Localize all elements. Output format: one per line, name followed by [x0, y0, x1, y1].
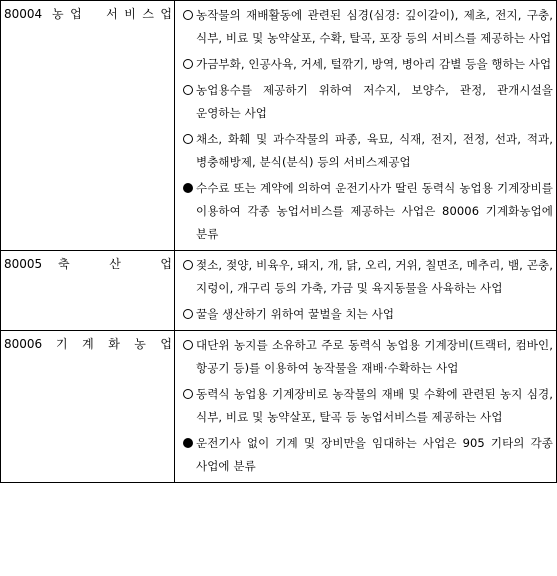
list-item: 운전기사 없이 기계 및 장비만을 임대하는 사업은 905 기타의 각종 사업에 분류 — [179, 432, 553, 478]
table-row — [1, 331, 557, 483]
industry-code: 80004 — [4, 7, 43, 21]
table-row — [1, 1, 557, 251]
list-item: 수수료 또는 계약에 의하여 운전기사가 딸린 동력식 농업용 기계장비를 이용하여 각종 농업서비스를 제공하는 사업은 80006 기계화농업에 분류 — [179, 177, 553, 246]
table-row — [1, 251, 557, 331]
industry-name: 농 업 서 비 스 업 — [52, 7, 172, 21]
list-item: 동력식 농업용 기계장비로 농작물의 재배 및 수확에 관련된 농지 심경, 식부, 비료 및 농약살포, 탈곡 등 농업서비스를 제공하는 사업 — [179, 383, 553, 429]
open-circle-icon — [179, 53, 196, 69]
list-item: 꿀을 생산하기 위하여 꿀벌을 치는 사업 — [179, 303, 553, 326]
list-item: 젖소, 젖양, 비육우, 돼지, 개, 닭, 오리, 거위, 칠면조, 메추리, 뱀, 곤충, 지렁이, 개구리 등의 가축, 가금 및 육지동물을 사육하는 사업 — [179, 254, 553, 300]
list-item: 대단위 농지를 소유하고 주로 동력식 농업용 기계장비(트랙터, 컴바인, 항공기 등)를 이용하여 농작물을 재배·수확하는 사업 — [179, 334, 553, 380]
code-cell — [1, 331, 175, 483]
industry-code: 80006 — [4, 337, 43, 351]
description-cell — [175, 1, 557, 251]
open-circle-icon — [179, 334, 196, 350]
code-cell — [1, 251, 175, 331]
open-circle-icon — [179, 128, 196, 144]
open-circle-icon — [179, 4, 196, 20]
industry-name: 축 산 업 — [58, 257, 172, 271]
filled-circle-icon — [179, 177, 196, 193]
list-item: 농작물의 재배활동에 관련된 심경(심경: 깊이갈이), 제초, 전지, 구충, 식부, 비료 및 농약살포, 수확, 탈곡, 포장 등의 서비스를 제공하는 사업 — [179, 4, 553, 50]
filled-circle-icon — [179, 432, 196, 448]
industry-name: 기 계 화 농 업 — [56, 337, 172, 351]
open-circle-icon — [179, 303, 196, 319]
open-circle-icon — [179, 383, 196, 399]
list-item: 가금부화, 인공사육, 거세, 털깎기, 방역, 병아리 감별 등을 행하는 사업 — [179, 53, 553, 76]
list-item: 농업용수를 제공하기 위하여 저수지, 보양수, 관정, 관개시설을 운영하는 사업 — [179, 79, 553, 125]
description-cell — [175, 251, 557, 331]
open-circle-icon — [179, 254, 196, 270]
code-cell — [1, 1, 175, 251]
description-cell — [175, 331, 557, 483]
list-item: 채소, 화훼 및 과수작물의 파종, 육묘, 식재, 전지, 전정, 선과, 적과, 병충해방제, 분식(분식) 등의 서비스제공업 — [179, 128, 553, 174]
industry-code: 80005 — [4, 257, 43, 271]
open-circle-icon — [179, 79, 196, 95]
